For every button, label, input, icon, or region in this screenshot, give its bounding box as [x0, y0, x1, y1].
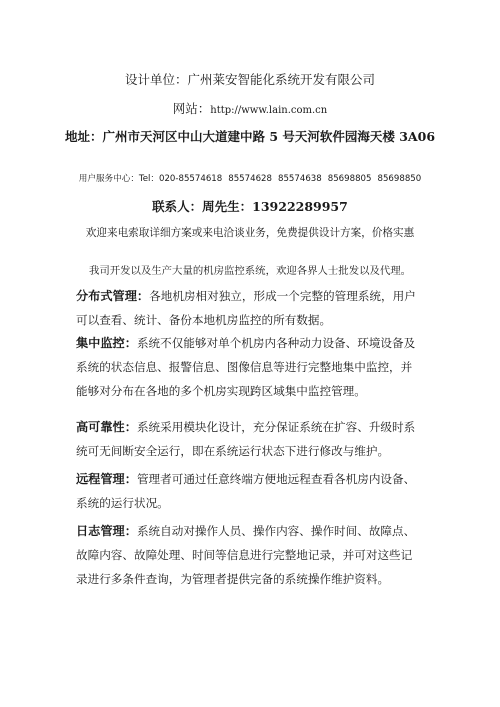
- section-text: 系统采用模块化设计，充分保证系统在扩容、升级时系: [136, 420, 416, 434]
- section-high-reliability: [76, 415, 432, 463]
- welcome-line: 欢迎来电索取详细方案或来电洽谈业务，免费提供设计方案，价格实惠: [85, 227, 415, 239]
- section-row: 可以查看、统计、备份本地机房监控的所有数据。: [76, 313, 332, 327]
- section-row: [76, 415, 432, 439]
- section-row: [76, 467, 432, 491]
- section-centralized-monitoring: [76, 331, 432, 403]
- section-row: 能够对分布在各地的多个机房实现跨区域集中监控管理。: [76, 384, 366, 398]
- address-line: 地址：广州市天河区中山大道建中路 5 号天河软件园海天楼 3A06: [64, 129, 436, 144]
- section-row: 系统的运行状况。: [76, 496, 169, 510]
- section-row: [76, 284, 432, 308]
- website-url: http://www.lain.com.cn: [210, 105, 328, 116]
- section-text: 系统自动对操作人员、操作内容、操作时间、故障点、: [136, 524, 416, 538]
- contact-line: 联系人：周先生：13922289957: [152, 199, 348, 214]
- section-row: 故障内容、故障处理、时间等信息进行完整地记录，并可对这些记: [76, 548, 413, 562]
- section-row: [76, 331, 432, 355]
- service-number: 85574638: [277, 174, 322, 184]
- service-center-line: [0, 172, 500, 184]
- section-distributed-management: [76, 284, 432, 332]
- section-row: 统可无间断安全运行，即在系统运行状态下进行修改与维护。: [76, 444, 390, 458]
- service-label: 用户服务中心：Tel：020-85574618: [78, 174, 223, 184]
- website-line: [0, 99, 500, 117]
- section-term: 高可靠性：: [76, 420, 137, 434]
- intro-line: 我司开发以及生产大量的机房监控系统，欢迎各界人士批发以及代理。: [88, 265, 412, 277]
- section-text: 系统不仅能够对单个机房内各种动力设备、环境设备及: [136, 336, 416, 350]
- website-label: 网站：: [172, 101, 211, 116]
- service-number: 85574628: [228, 174, 272, 184]
- service-number: 85698850: [377, 174, 422, 184]
- section-term: 远程管理：: [76, 472, 137, 486]
- section-row: 系统的状态信息、报警信息、图像信息等进行完整地集中监控，并: [76, 360, 413, 374]
- section-term: 集中监控：: [76, 336, 137, 350]
- section-log-management: [76, 519, 432, 591]
- section-remote-management: [76, 467, 432, 515]
- section-term: 分布式管理：: [76, 289, 150, 303]
- service-number: 85698805: [327, 174, 372, 184]
- section-term: 日志管理：: [76, 524, 137, 538]
- section-text: 管理者可通过任意终端方便地远程查看各机房内设备、: [136, 472, 416, 486]
- section-row: 录进行多条件查询，为管理者提供完备的系统操作维护资料。: [76, 572, 390, 586]
- section-row: [76, 519, 432, 543]
- design-unit-line: 设计单位：广州莱安智能化系统开发有限公司: [124, 72, 375, 87]
- section-text: 各地机房相对独立，形成一个完整的管理系统，用户: [149, 289, 416, 303]
